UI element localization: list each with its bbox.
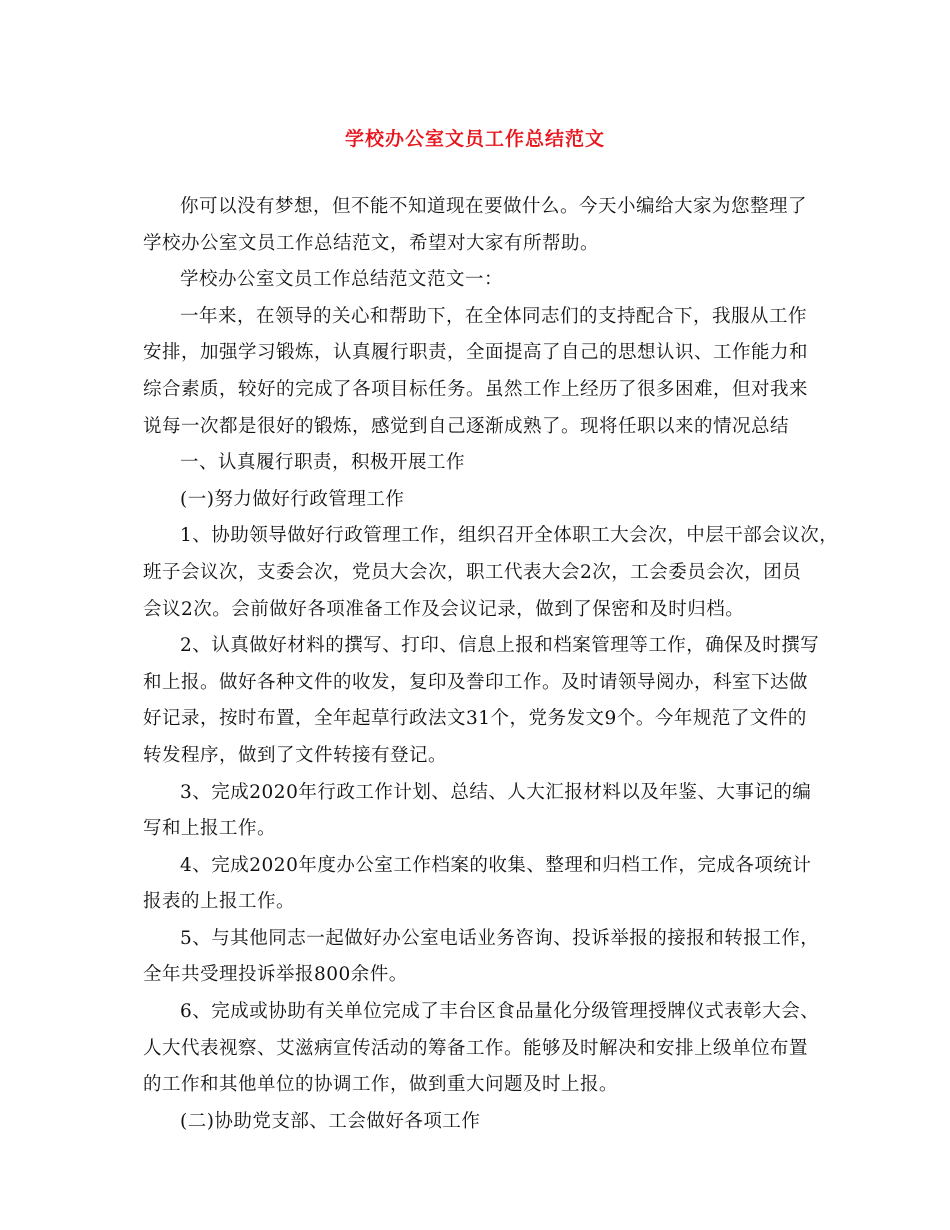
- paragraph-line: 的工作和其他单位的协调工作，做到重大问题及时上报。: [143, 1074, 619, 1096]
- section-heading: 一、认真履行职责，积极开展工作: [180, 452, 466, 474]
- paragraph-line: 写和上报工作。: [143, 818, 277, 840]
- paragraph-line: 说每一次都是很好的锻炼，感觉到自己逐渐成熟了。现将任职以来的情况总结: [143, 415, 790, 437]
- paragraph-line: 人大代表视察、艾滋病宣传活动的筹备工作。能够及时解决和安排上级单位布置: [143, 1037, 809, 1059]
- paragraph-line: 4、完成2020年度办公室工作档案的收集、整理和归档工作，完成各项统计: [180, 854, 812, 876]
- paragraph-line: 你可以没有梦想，但不能不知道现在要做什么。今天小编给大家为您整理了: [180, 196, 808, 217]
- subsection-heading: (二)协助党支部、工会做好各项工作: [180, 1110, 481, 1132]
- paragraph-line: 好记录，按时布置，全年起草行政法文31个，党务发文9个。今年规范了文件的: [143, 708, 807, 730]
- document-body: [143, 189, 839, 1140]
- paragraph-line: 综合素质，较好的完成了各项目标任务。虽然工作上经历了很多困难，但对我来: [143, 378, 809, 400]
- paragraph-line: 班子会议次，支委会次，党员大会次，职工代表大会2次，工会委员会次，团员: [143, 561, 802, 583]
- paragraph-line: 和上报。做好各种文件的收发，复印及誊印工作。及时请领导阅办，科室下达做: [143, 671, 809, 693]
- paragraph-line: 会议2次。会前做好各项准备工作及会议记录，做到了保密和及时归档。: [143, 598, 745, 620]
- subsection-heading: (一)努力做好行政管理工作: [180, 488, 405, 510]
- paragraph-line: 学校办公室文员工作总结范文，希望对大家有所帮助。: [143, 232, 600, 254]
- paragraph-line: 3、完成2020年行政工作计划、总结、人大汇报材料以及年鉴、大事记的编: [180, 781, 812, 803]
- paragraph-line: 全年共受理投诉举报800余件。: [143, 964, 408, 986]
- paragraph-line: 1、协助领导做好行政管理工作，组织召开全体职工大会次，中层干部会议次，: [180, 525, 839, 547]
- paragraph-line: 5、与其他同志一起做好办公室电话业务咨询、投诉举报的接报和转报工作，: [180, 927, 820, 949]
- paragraph-line: 报表的上报工作。: [143, 891, 296, 913]
- paragraph-line: 学校办公室文员工作总结范文范文一：: [180, 269, 504, 291]
- paragraph-line: 2、认真做好材料的撰写、打印、信息上报和档案管理等工作，确保及时撰写: [180, 635, 820, 657]
- paragraph-line: 6、完成或协助有关单位完成了丰台区食品量化分级管理授牌仪式表彰大会、: [180, 1001, 820, 1023]
- document-title: 学校办公室文员工作总结范文: [344, 128, 605, 150]
- paragraph-line: 一年来，在领导的关心和帮助下，在全体同志们的支持配合下，我服从工作: [180, 305, 808, 327]
- paragraph-line: 转发程序，做到了文件转接有登记。: [143, 744, 448, 766]
- paragraph-line: 安排，加强学习锻炼，认真履行职责，全面提高了自己的思想认识、工作能力和: [143, 342, 809, 364]
